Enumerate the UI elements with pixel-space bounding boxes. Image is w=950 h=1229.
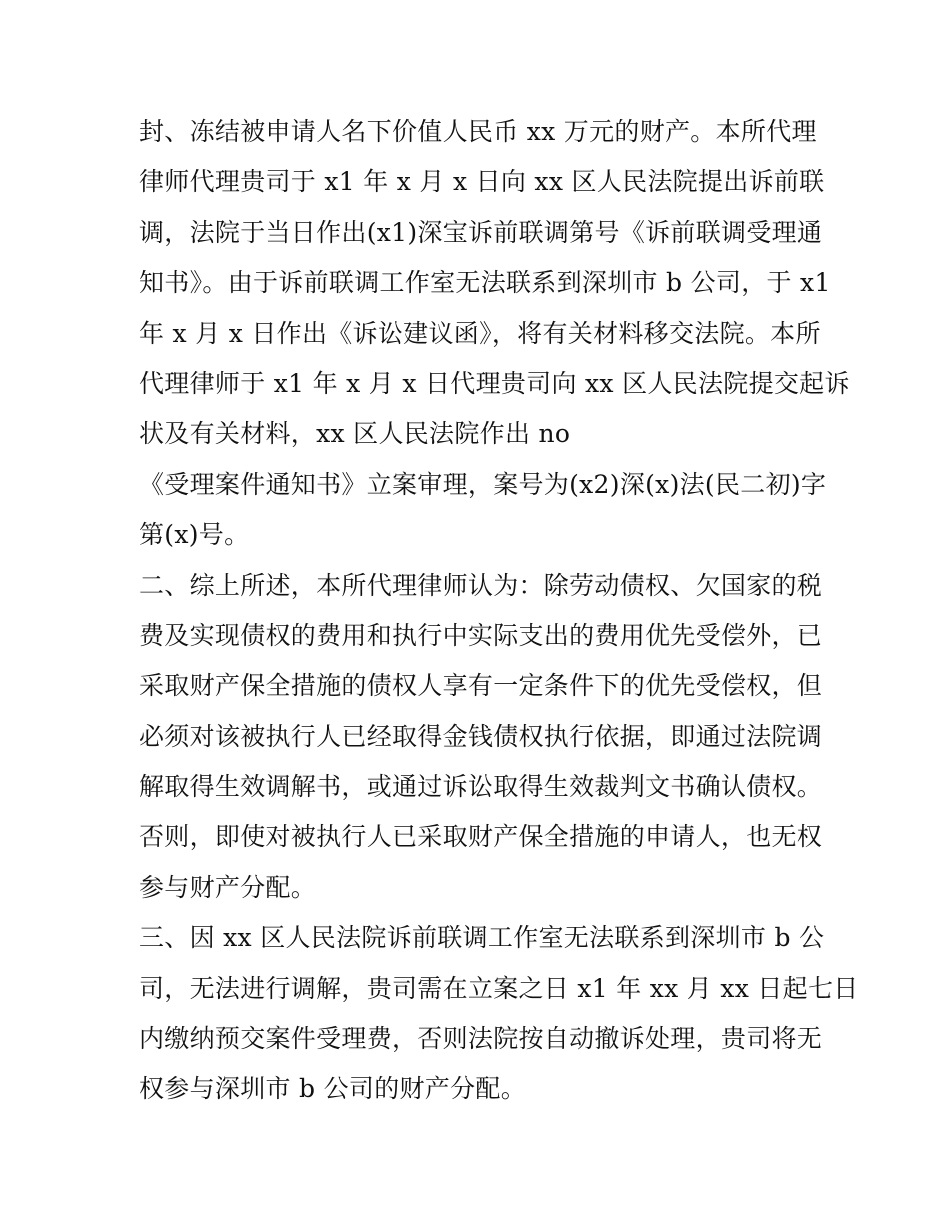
text-line: 第(x)号。: [139, 520, 250, 550]
text-line: 状及有关材料，xx 区人民法院作出 no: [139, 419, 571, 449]
text-line: 二、综上所述，本所代理律师认为：除劳动债权、欠国家的税: [139, 570, 823, 600]
text-line: 三、因 xx 区人民法院诉前联调工作室无法联系到深圳市 b 公: [139, 923, 825, 953]
text-line: 费及实现债权的费用和执行中实际支出的费用优先受偿外，已: [139, 620, 823, 650]
text-line: 内缴纳预交案件受理费，否则法院按自动撤诉处理，贵司将无: [139, 1024, 823, 1054]
text-line: 必须对该被执行人已经取得金钱债权执行依据，即通过法院调: [139, 721, 823, 751]
text-line: 解取得生效调解书，或通过诉讼取得生效裁判文书确认债权。: [139, 772, 823, 802]
text-line: 司，无法进行调解，贵司需在立案之日 x1 年 xx 月 xx 日起七日: [139, 973, 859, 1003]
text-line: 参与财产分配。: [139, 872, 317, 902]
text-line: 年 x 月 x 日作出《诉讼建议函》，将有关材料移交法院。本所: [139, 318, 821, 348]
text-line: 《受理案件通知书》立案审理，案号为(x2)深(x)法(民二初)字: [139, 469, 827, 499]
text-line: 封、冻结被申请人名下价值人民币 xx 万元的财产。本所代理: [139, 117, 817, 146]
text-line: 律师代理贵司于 x1 年 x 月 x 日向 xx 区人民法院提出诉前联: [139, 167, 825, 197]
text-line: 采取财产保全措施的债权人享有一定条件下的优先受偿权，但: [139, 671, 823, 701]
text-line: 调，法院于当日作出(x1)深宝诉前联调第号《诉前联调受理通: [139, 217, 823, 247]
text-line: 代理律师于 x1 年 x 月 x 日代理贵司向 xx 区人民法院提交起诉: [139, 368, 850, 398]
text-line: 否则，即使对被执行人已采取财产保全措施的申请人，也无权: [139, 822, 823, 852]
document-body: [139, 107, 859, 1115]
text-line: 知书》。由于诉前联调工作室无法联系到深圳市 b 公司，于 x1: [139, 268, 831, 298]
text-line: 权参与深圳市 b 公司的财产分配。: [139, 1074, 526, 1104]
